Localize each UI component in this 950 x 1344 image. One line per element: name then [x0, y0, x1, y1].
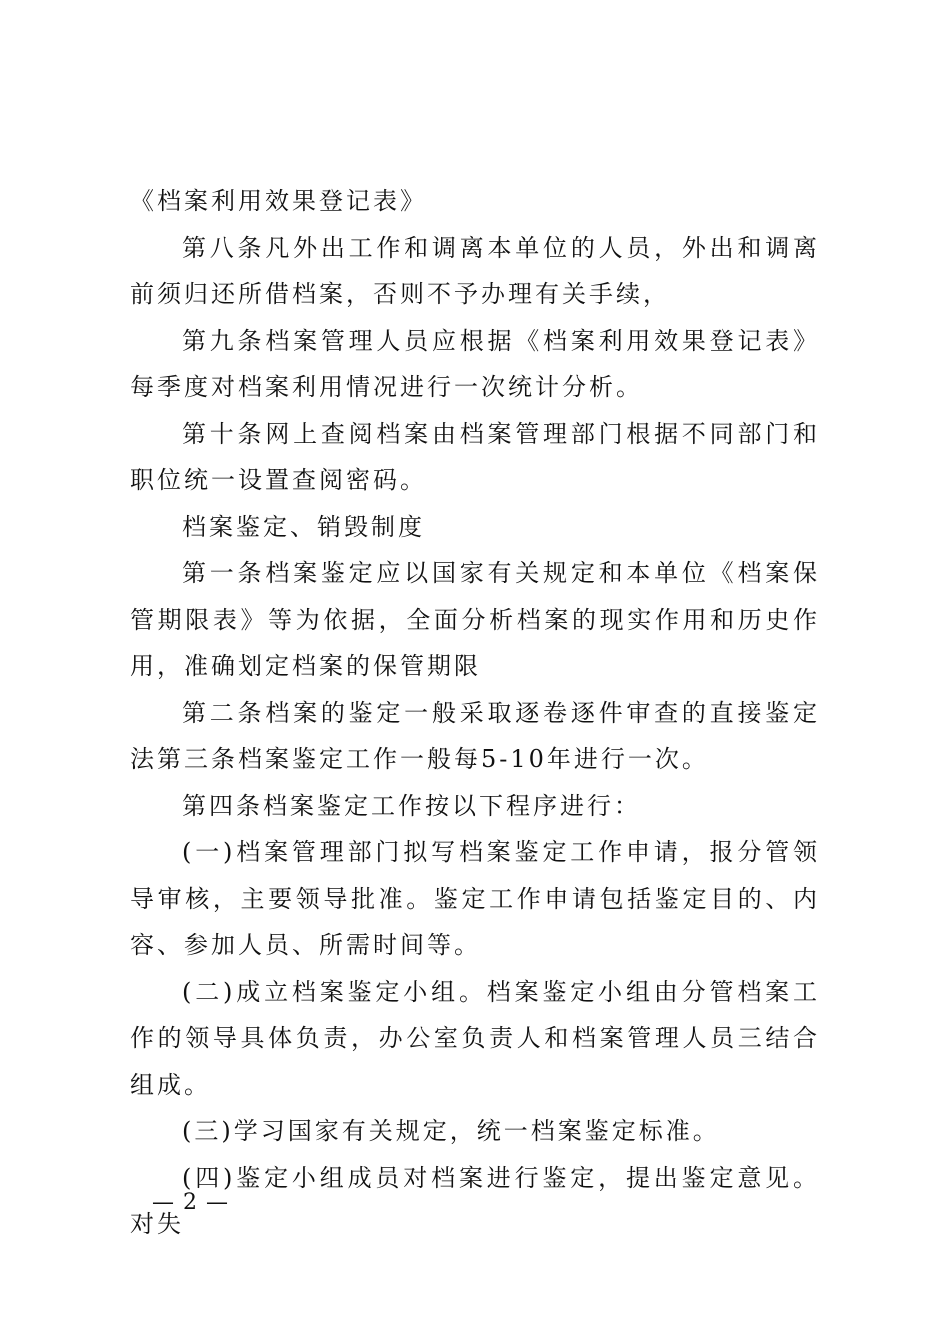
- paragraph-article-10: 第十条网上查阅档案由档案管理部门根据不同部门和职位统一设置查阅密码。: [130, 419, 820, 494]
- section-heading-appraisal-destruction: 档案鉴定、销毁制度: [182, 512, 425, 541]
- paragraph-appraisal-article-2-3: 第二条档案的鉴定一般采取逐卷逐件审查的直接鉴定法第三条档案鉴定工作一般每5-10年进行一次。: [130, 698, 820, 773]
- paragraph-appraisal-article-4: 第四条档案鉴定工作按以下程序进行：: [182, 791, 641, 820]
- document-body: [130, 178, 820, 1248]
- paragraph-procedure-1: (一)档案管理部门拟写档案鉴定工作申请，报分管领导审核，主要领导批准。鉴定工作申请包括鉴定目的、内容、参加人员、所需时间等。: [130, 838, 820, 959]
- paragraph-procedure-3: (三)学习国家有关规定，统一档案鉴定标准。: [182, 1117, 720, 1145]
- paragraph-procedure-2: (二)成立档案鉴定小组。档案鉴定小组由分管档案工作的领导具体负责，办公室负责人和档案管理人员三结合组成。: [130, 977, 820, 1099]
- paragraph-article-9: 第九条档案管理人员应根据《档案利用效果登记表》每季度对档案利用情况进行一次统计分析。: [130, 326, 820, 401]
- page-number: — 2 —: [152, 1190, 229, 1215]
- paragraph-article-8: 第八条凡外出工作和调离本单位的人员，外出和调离前须归还所借档案，否则不予办理有关手续，: [130, 233, 820, 308]
- paragraph-form-title: 《档案利用效果登记表》: [130, 187, 427, 215]
- paragraph-appraisal-article-1: 第一条档案鉴定应以国家有关规定和本单位《档案保管期限表》等为依据，全面分析档案的现实作用和历史作用，准确划定档案的保管期限: [130, 559, 820, 680]
- paragraph-procedure-4: (四)鉴定小组成员对档案进行鉴定，提出鉴定意见。对失: [130, 1163, 820, 1238]
